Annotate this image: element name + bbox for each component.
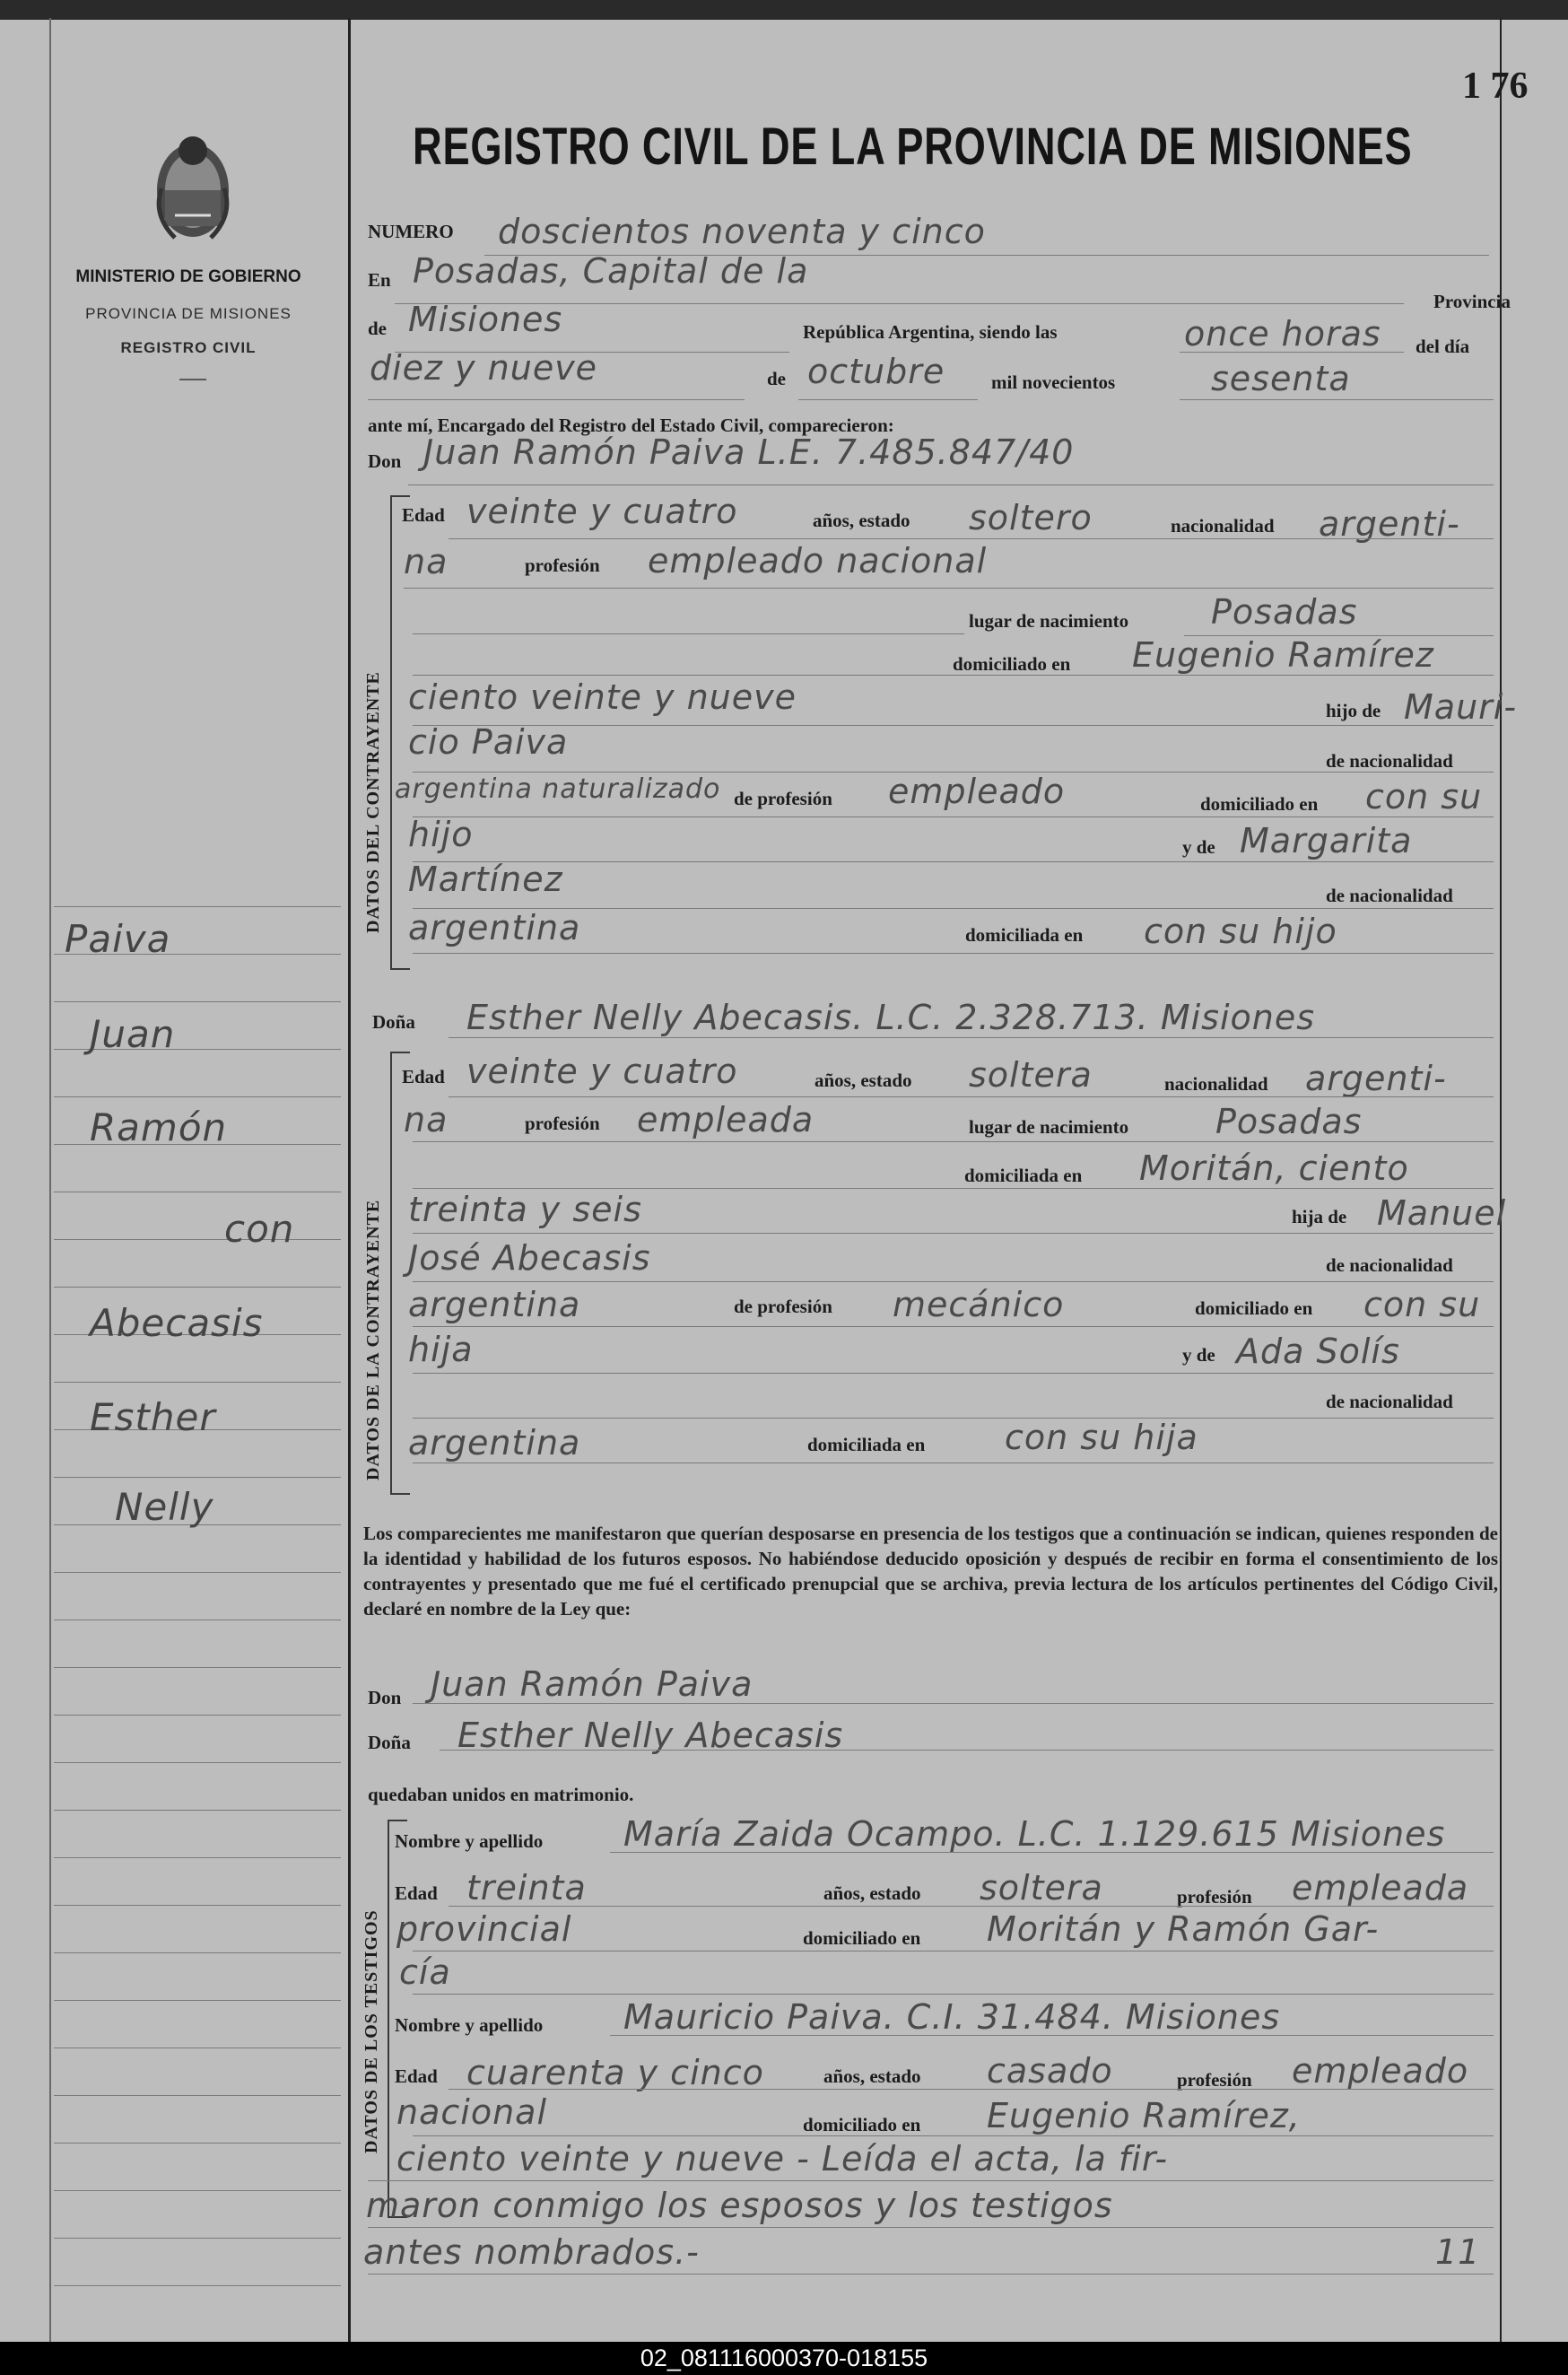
field-bride-mother-dom: con su hija bbox=[1005, 1418, 1198, 1457]
field-w1-prof: empleada bbox=[1292, 1868, 1469, 1908]
margin-note: Juan bbox=[90, 1012, 176, 1056]
coat-of-arms-icon bbox=[148, 126, 238, 247]
line bbox=[413, 1233, 1494, 1234]
field-hora: once horas bbox=[1184, 314, 1381, 354]
margin-rule-line bbox=[54, 1857, 341, 1858]
field-ciudad: Posadas, Capital de la bbox=[413, 251, 809, 291]
label-domiciliado: domiciliado en bbox=[1195, 1297, 1313, 1319]
field-groom-father-dom-cont: hijo bbox=[408, 815, 474, 854]
field-bride-age: veinte y cuatro bbox=[466, 1052, 738, 1091]
field-groom-profession: empleado nacional bbox=[648, 541, 988, 581]
label-domiciliada: domiciliada en bbox=[965, 924, 1084, 946]
label-ante-mi: ante mí, Encargado del Registro del Estado Civil, comparecieron: bbox=[368, 415, 894, 436]
line bbox=[413, 1326, 1494, 1327]
line bbox=[413, 725, 1494, 726]
margin-note: Paiva bbox=[65, 917, 171, 961]
margin-rule-line bbox=[54, 1001, 341, 1002]
field-decl-don: Juan Ramón Paiva bbox=[431, 1664, 754, 1704]
margin-rule-line bbox=[54, 1905, 341, 1906]
line bbox=[413, 953, 1494, 954]
label-domiciliado: domiciliado en bbox=[803, 1927, 921, 1949]
field-groom-address-cont: ciento veinte y nueve bbox=[408, 677, 797, 717]
field-w1-address: Moritán y Ramón Gar- bbox=[987, 1909, 1380, 1949]
margin-note: con bbox=[224, 1207, 295, 1251]
field-bride-father: Manuel bbox=[1377, 1193, 1507, 1233]
margin-rule-line bbox=[54, 1382, 341, 1383]
label-y-de: y de bbox=[1182, 1344, 1215, 1366]
margin-note: Ramón bbox=[90, 1105, 228, 1149]
line bbox=[413, 675, 1494, 676]
label-y-de: y de bbox=[1182, 836, 1215, 858]
line bbox=[1180, 352, 1404, 353]
field-groom-father-prof: empleado bbox=[888, 772, 1066, 811]
line bbox=[798, 399, 978, 400]
left-edge-line bbox=[49, 18, 51, 2342]
field-bride-nat-cont: na bbox=[404, 1100, 449, 1139]
label-republica: República Argentina, siendo las bbox=[803, 321, 1058, 343]
side-label-witnesses: DATOS DE LOS TESTIGOS bbox=[362, 1909, 381, 2153]
label-dona: Doña bbox=[372, 1011, 415, 1033]
legal-paragraph: Los comparecientes me manifestaron que querían desposarse en presencia de los testigos que a continuación se indican, quienes responden de la identidad y habilidad de los futuros esposos. No habiéndose deducido oposición y después de recibir en forma el consentimiento de los contrayentes y presentado que me fué el certificado prenupcial que se archiva, previa lectura de los artículos pertinentes del Código Civil, declaré en nombre de la Ley que: bbox=[363, 1523, 1498, 1620]
ministry-divider bbox=[179, 379, 206, 380]
label-hija-de: hija de bbox=[1292, 1206, 1347, 1227]
field-w1-prof-cont: provincial bbox=[396, 1909, 572, 1949]
field-bride-name: Esther Nelly Abecasis. L.C. 2.328.713. Misiones bbox=[466, 998, 1316, 1037]
field-groom-father-cont: cio Paiva bbox=[408, 722, 569, 762]
field-bride-birthplace: Posadas bbox=[1215, 1102, 1363, 1141]
page-number: 1 76 bbox=[1462, 65, 1529, 107]
field-w2-status: casado bbox=[987, 2051, 1113, 2091]
line bbox=[449, 1096, 1494, 1097]
label-anos-estado: años, estado bbox=[823, 2065, 921, 2087]
margin-rule-line bbox=[54, 1096, 341, 1097]
label-edad: Edad bbox=[402, 1066, 445, 1087]
line bbox=[610, 1852, 1494, 1853]
label-don: Don bbox=[368, 450, 402, 472]
margin-rule-line bbox=[54, 2095, 341, 2096]
field-groom-mother-dom: con su hijo bbox=[1144, 912, 1337, 951]
margin-rule-line bbox=[54, 1239, 341, 1240]
label-profesion: profesión bbox=[1177, 2069, 1252, 2091]
field-groom-address: Eugenio Ramírez bbox=[1132, 635, 1434, 675]
line bbox=[368, 2227, 1494, 2228]
label-domiciliada: domiciliada en bbox=[964, 1165, 1083, 1186]
margin-rule-line bbox=[54, 2285, 341, 2286]
closing-line: antes nombrados.- bbox=[363, 2232, 700, 2272]
field-w2-prof-cont: nacional bbox=[396, 2092, 547, 2132]
field-w2-name: Mauricio Paiva. C.I. 31.484. Misiones bbox=[623, 1997, 1281, 2037]
label-domiciliado: domiciliado en bbox=[803, 2114, 921, 2135]
field-w2-age: cuarenta y cinco bbox=[466, 2053, 764, 2092]
line bbox=[368, 399, 745, 400]
line bbox=[404, 588, 1494, 589]
line bbox=[449, 1906, 1494, 1907]
label-anos-estado: años, estado bbox=[814, 1070, 912, 1091]
field-groom-father-nat: argentina naturalizado bbox=[395, 773, 721, 805]
ministry-name: MINISTERIO DE GOBIERNO bbox=[75, 267, 301, 286]
label-hijo-de: hijo de bbox=[1326, 700, 1381, 721]
field-bride-father-prof: mecánico bbox=[893, 1285, 1065, 1324]
label-nacionalidad: nacionalidad bbox=[1164, 1073, 1268, 1095]
side-label-bride: DATOS DE LA CONTRAYENTE bbox=[363, 1199, 383, 1480]
line bbox=[449, 1037, 1494, 1038]
line bbox=[413, 2135, 1494, 2136]
field-dia: diez y nueve bbox=[370, 348, 598, 388]
label-lugar-nacimiento: lugar de nacimiento bbox=[969, 610, 1129, 632]
line bbox=[368, 2274, 1494, 2275]
end-mark: 11 bbox=[1435, 2232, 1481, 2272]
label-del-dia: del día bbox=[1416, 336, 1470, 357]
label-anos-estado: años, estado bbox=[813, 510, 910, 531]
label-profesion: profesión bbox=[1177, 1886, 1252, 1908]
label-anos-estado: años, estado bbox=[823, 1882, 921, 1904]
page-title: REGISTRO CIVIL DE LA PROVINCIA DE MISIONES bbox=[413, 118, 1413, 176]
label-domiciliado: domiciliado en bbox=[953, 653, 1071, 675]
line bbox=[610, 2035, 1494, 2036]
margin-rule-line bbox=[54, 1952, 341, 1953]
margin-rule-line bbox=[54, 2143, 341, 2144]
label-edad: Edad bbox=[395, 1882, 438, 1904]
province-name: PROVINCIA DE MISIONES bbox=[85, 305, 292, 322]
label-profesion: profesión bbox=[525, 1113, 600, 1134]
label-de-profesion: de profesión bbox=[734, 1296, 832, 1317]
line bbox=[1180, 399, 1494, 400]
line bbox=[449, 538, 1494, 539]
margin-rule-line bbox=[54, 1667, 341, 1668]
margin-rule-line bbox=[54, 1762, 341, 1763]
field-w2-address: Eugenio Ramírez, bbox=[987, 2096, 1301, 2135]
label-mil-novecientos: mil novecientos bbox=[991, 371, 1116, 393]
closing-line: ciento veinte y nueve - Leída el acta, la fir- bbox=[396, 2139, 1169, 2179]
margin-note: Abecasis bbox=[90, 1301, 264, 1345]
margin-rule-line bbox=[54, 2238, 341, 2239]
line bbox=[413, 861, 1494, 862]
line bbox=[413, 633, 964, 634]
label-de-profesion: de profesión bbox=[734, 788, 832, 809]
label-de-mes: de bbox=[767, 368, 786, 389]
field-groom-father: Mauri- bbox=[1404, 687, 1518, 727]
field-anio: sesenta bbox=[1211, 359, 1351, 398]
line bbox=[413, 1188, 1494, 1189]
side-label-groom: DATOS DEL CONTRAYENTE bbox=[363, 671, 383, 933]
line bbox=[449, 2089, 1494, 2090]
field-bride-profession: empleada bbox=[637, 1100, 814, 1139]
line bbox=[413, 1418, 1494, 1419]
scan-top-edge bbox=[0, 0, 1568, 20]
label-quedaban: quedaban unidos en matrimonio. bbox=[368, 1784, 634, 1805]
label-provincia: Provincia bbox=[1433, 291, 1511, 312]
field-decl-dona: Esther Nelly Abecasis bbox=[457, 1716, 844, 1755]
label-domiciliada: domiciliada en bbox=[807, 1434, 926, 1455]
field-bride-father-cont: José Abecasis bbox=[408, 1238, 651, 1278]
label-numero: NUMERO bbox=[368, 221, 454, 242]
label-edad: Edad bbox=[395, 2065, 438, 2087]
field-bride-mother-nat: argentina bbox=[408, 1423, 581, 1463]
margin-note: Esther bbox=[90, 1395, 216, 1439]
field-bride-address-cont: treinta y seis bbox=[408, 1190, 642, 1229]
right-margin-border bbox=[1500, 18, 1502, 2342]
field-bride-address: Moritán, ciento bbox=[1139, 1148, 1409, 1188]
label-profesion: profesión bbox=[525, 554, 600, 576]
field-groom-name: Juan Ramón Paiva L.E. 7.485.847/40 bbox=[423, 432, 1075, 472]
label-nombre-apellido: Nombre y apellido bbox=[395, 1830, 544, 1852]
field-w1-age: treinta bbox=[466, 1868, 587, 1908]
label-nacionalidad: nacionalidad bbox=[1171, 515, 1275, 537]
margin-rule-line bbox=[54, 1287, 341, 1288]
margin-rule-line bbox=[54, 2190, 341, 2191]
margin-rule-line bbox=[54, 1715, 341, 1716]
field-numero: doscientos noventa y cinco bbox=[498, 212, 986, 251]
margin-rule-line bbox=[54, 1572, 341, 1573]
field-bride-father-nat: argentina bbox=[408, 1285, 581, 1324]
field-groom-mother-nat: argentina bbox=[408, 908, 581, 947]
label-dona: Doña bbox=[368, 1732, 411, 1753]
label-don: Don bbox=[368, 1687, 402, 1708]
label-lugar-nacimiento: lugar de nacimiento bbox=[969, 1116, 1129, 1138]
label-de: de bbox=[368, 318, 387, 339]
field-mes: octubre bbox=[807, 352, 945, 391]
margin-note: Nelly bbox=[115, 1485, 214, 1529]
field-provincia: Misiones bbox=[408, 300, 563, 339]
field-w2-prof: empleado bbox=[1292, 2051, 1469, 2091]
line bbox=[413, 1994, 1494, 1995]
field-w1-status: soltera bbox=[980, 1868, 1103, 1908]
field-groom-nat: argenti- bbox=[1319, 504, 1460, 544]
margin-rule-line bbox=[54, 1477, 341, 1478]
line bbox=[368, 2180, 1494, 2181]
label-de-nacionalidad: de nacionalidad bbox=[1326, 750, 1453, 772]
field-groom-age: veinte y cuatro bbox=[466, 492, 738, 531]
label-nombre-apellido: Nombre y apellido bbox=[395, 2014, 544, 2036]
field-bride-nat: argenti- bbox=[1305, 1059, 1447, 1098]
label-edad: Edad bbox=[402, 504, 445, 526]
field-bride-status: soltera bbox=[969, 1055, 1093, 1095]
label-de-nacionalidad: de nacionalidad bbox=[1326, 1391, 1453, 1412]
line bbox=[413, 1951, 1494, 1952]
field-groom-mother-cont: Martínez bbox=[408, 860, 563, 899]
field-w1-name: María Zaida Ocampo. L.C. 1.129.615 Misiones bbox=[623, 1814, 1446, 1854]
field-groom-mother: Margarita bbox=[1240, 821, 1413, 860]
margin-rule-line bbox=[54, 1810, 341, 1811]
field-bride-mother: Ada Solís bbox=[1236, 1332, 1400, 1371]
office-name: REGISTRO CIVIL bbox=[120, 339, 257, 356]
line bbox=[413, 1281, 1494, 1282]
closing-line: maron conmigo los esposos y los testigos bbox=[366, 2186, 1113, 2225]
field-groom-father-dom: con su bbox=[1365, 777, 1483, 816]
label-de-nacionalidad: de nacionalidad bbox=[1326, 885, 1453, 906]
line bbox=[413, 1703, 1494, 1704]
line bbox=[413, 1141, 1494, 1142]
line bbox=[413, 1373, 1494, 1374]
field-groom-status: soltero bbox=[969, 498, 1093, 537]
footer-image-id: 02_081116000370-018155 bbox=[0, 2342, 1568, 2375]
line bbox=[413, 816, 1494, 817]
field-groom-nat-cont: na bbox=[404, 542, 449, 581]
label-en: En bbox=[368, 269, 391, 291]
field-w1-address-cont: cía bbox=[399, 1952, 451, 1992]
label-domiciliado: domiciliado en bbox=[1200, 793, 1319, 815]
field-bride-father-dom-cont: hija bbox=[408, 1330, 474, 1369]
line bbox=[440, 1750, 1494, 1751]
field-groom-birthplace: Posadas bbox=[1211, 592, 1358, 632]
margin-rule-line bbox=[54, 906, 341, 907]
margin-rule-line bbox=[54, 2000, 341, 2001]
left-margin-border bbox=[348, 18, 351, 2342]
field-bride-father-dom: con su bbox=[1363, 1285, 1481, 1324]
label-de-nacionalidad: de nacionalidad bbox=[1326, 1254, 1453, 1276]
